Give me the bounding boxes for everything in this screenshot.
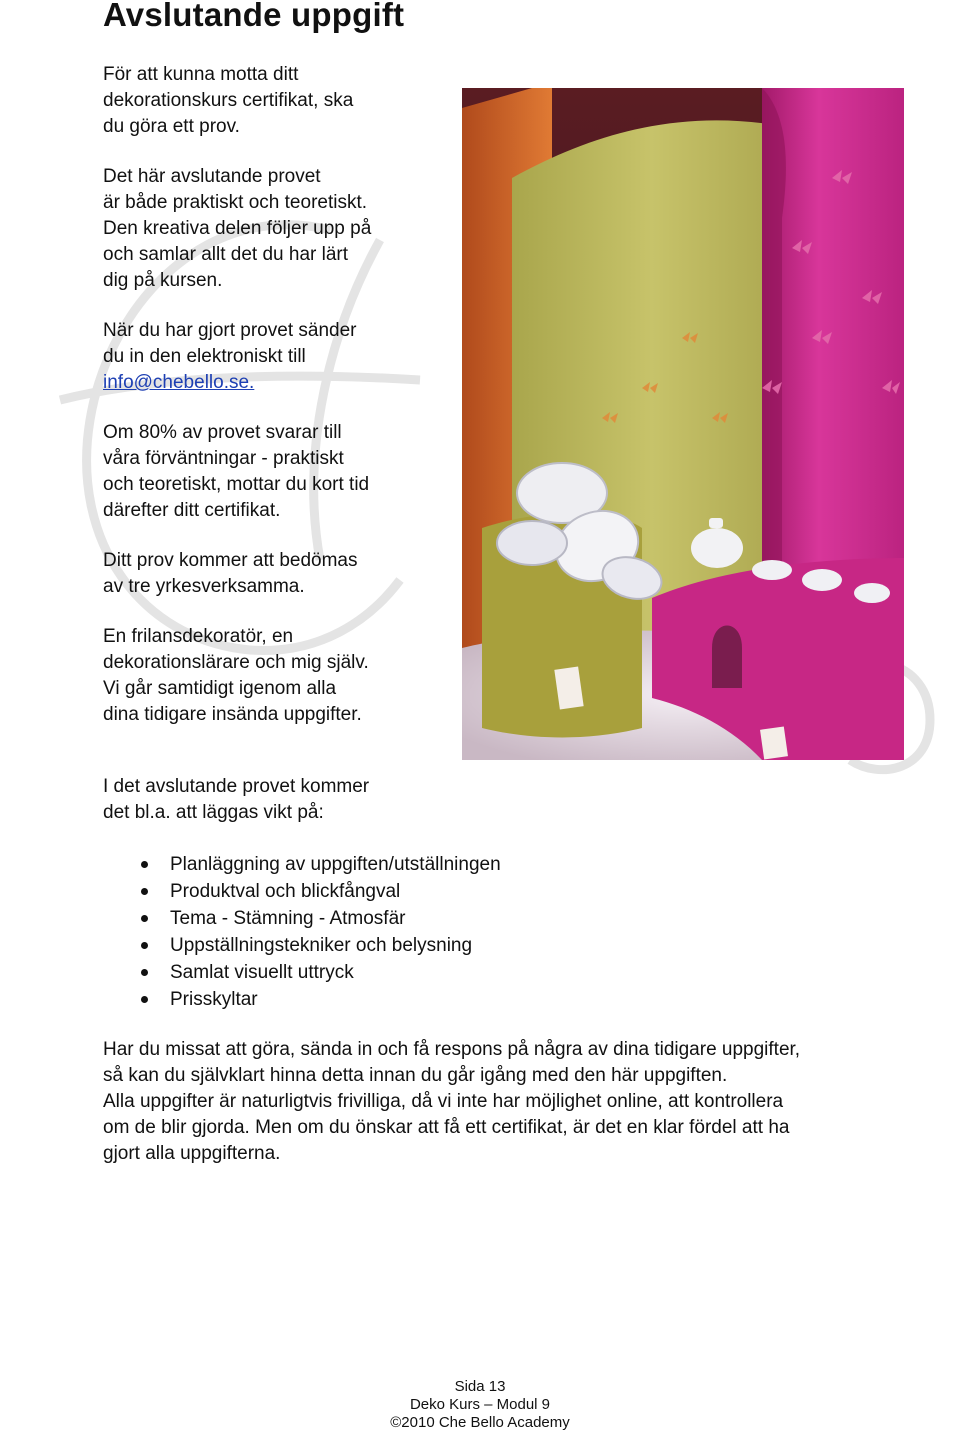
intro-text (103, 62, 443, 728)
emphasis-text: I det avslutande provet kommer det bl.a. att läggas vikt på: (103, 776, 370, 823)
display-photo (462, 88, 904, 760)
paragraph-certificate: För att kunna motta ditt dekorationskurs certifikat, ska du göra ett prov. (103, 64, 354, 137)
list-item: Uppställningstekniker och belysning (103, 932, 501, 959)
list-item: Prisskyltar (103, 986, 501, 1013)
criteria-list (103, 851, 501, 1013)
paragraph-submit: När du har gjort provet sänder du in den elektroniskt till info@chebello.se. (103, 320, 357, 393)
paragraph-exam: Det här avslutande provet är både praktiskt och teoretiskt. Den kreativa delen följer upp på och samlar allt det du har lärt dig på kursen. (103, 166, 372, 291)
paragraph-grading: Om 80% av provet svarar till våra förväntningar - praktiskt och teoretiskt, mottar du kort tid därefter ditt certifikat. (103, 422, 370, 521)
page-title: Avslutande uppgift (103, 0, 405, 33)
bullet-icon (141, 942, 148, 949)
copyright: ©2010 Che Bello Academy (390, 1414, 570, 1431)
page-number: Sida 13 (454, 1378, 506, 1395)
paragraph-reviewers: Ditt prov kommer att bedömas av tre yrkesverksamma. (103, 550, 358, 597)
bullet-icon (141, 996, 148, 1003)
bullet-icon (141, 861, 148, 868)
bullet-icon (141, 888, 148, 895)
course-name: Deko Kurs – Modul 9 (409, 1396, 551, 1413)
list-item: Planläggning av uppgiften/utställningen (103, 851, 501, 878)
bullet-icon (141, 915, 148, 922)
list-item: Samlat visuellt uttryck (103, 959, 501, 986)
list-item: Produktval och blickfångval (103, 878, 501, 905)
list-item: Tema - Stämning - Atmosfär (103, 905, 501, 932)
bullet-icon (141, 969, 148, 976)
page-footer (330, 1378, 630, 1432)
closing-text: Har du missat att göra, sända in och få respons på några av dina tidigare uppgifter, så kan du självklart hinna detta innan du går igång med den här uppgiften. Alla uppgifter är naturligtvis frivilliga, då vi inte har möjlighet online, att kontrollera om de blir gjorda. Men om du önskar att få ett certifikat, är det en klar fördel att ha gjort alla uppgifterna. (103, 1039, 801, 1164)
paragraph-review-panel: En frilansdekoratör, en dekorationslärare och mig själv. Vi går samtidigt igenom alla dina tidigare insända uppgifter. (103, 626, 369, 725)
email-link[interactable]: info@chebello.se. (103, 372, 255, 393)
